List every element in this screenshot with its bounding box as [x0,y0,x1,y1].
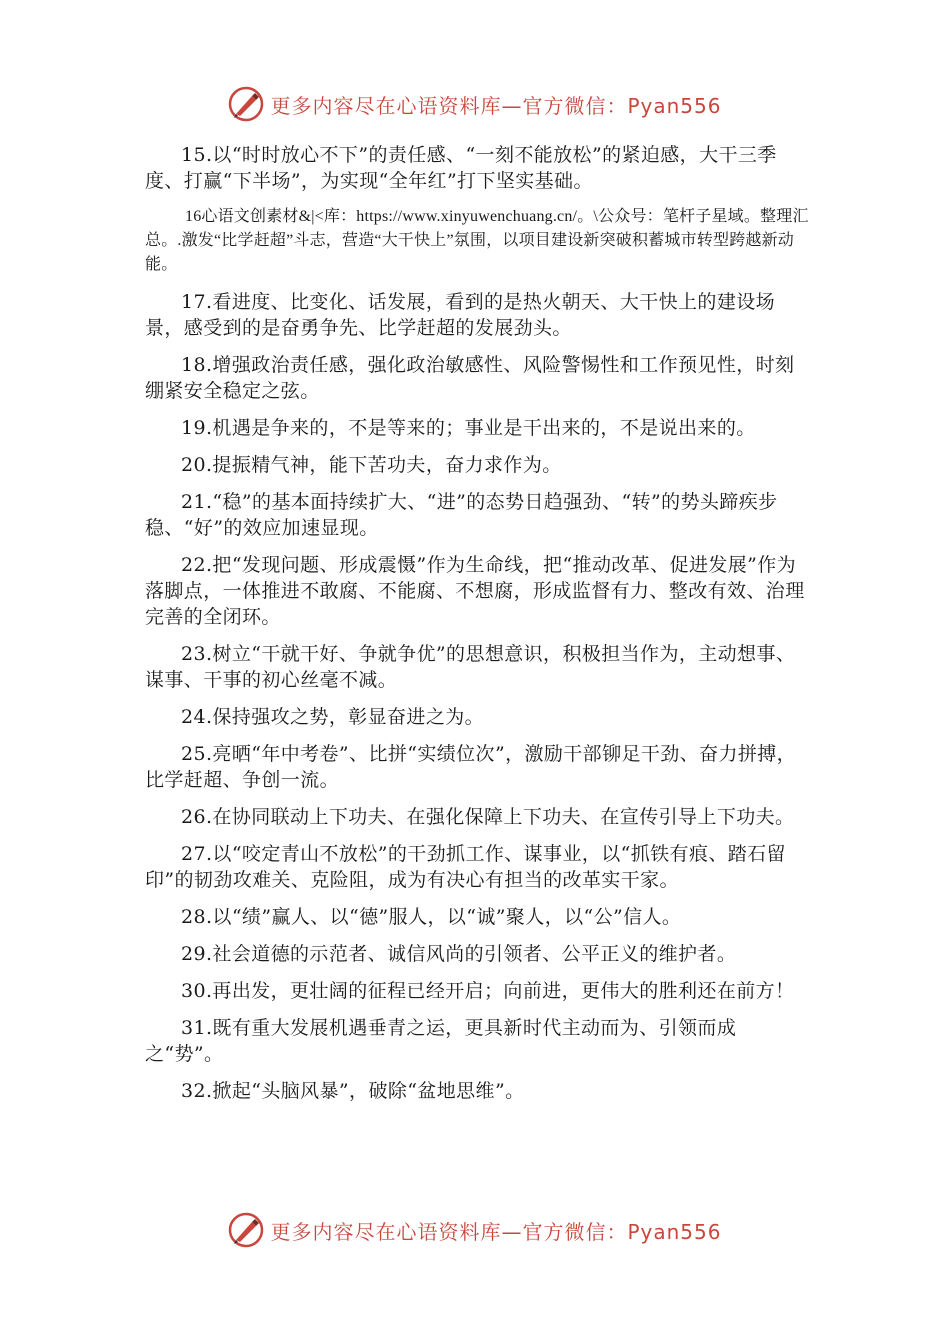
paragraph-23: 23.树立“干就干好、争就争优”的思想意识，积极担当作为，主动想事、谋事、干事的初心丝毫不减。 [145,643,796,691]
paragraph-27: 27.以“咬定青山不放松”的干劲抓工作、谋事业，以“抓铁有痕、踏石留印”的韧劲攻难关、克险阻，成为有决心有担当的改革实干家。 [145,843,786,891]
paragraph-19: 19.机遇是争来的，不是等来的；事业是干出来的，不是说出来的。 [181,417,756,439]
paragraph-21: 21.“稳”的基本面持续扩大、“进”的态势日趋强劲、“转”的势头蹄疾步稳、“好”的效应加速显现。 [145,491,778,539]
header-watermark [0,84,950,124]
paragraph-25: 25.亮晒“年中考卷”、比拼“实绩位次”，激励干部铆足干劲、奋力拼搏，比学赶超、争创一流。 [145,743,797,791]
header-watermark-text: 更多内容尽在心语资料库—官方微信：Pyan556 [270,93,722,118]
paragraph-20: 20.提振精气神，能下苦功夫，奋力求作为。 [181,454,562,476]
paragraph-31: 31.既有重大发展机遇垂青之运，更具新时代主动而为、引领而成之“势”。 [145,1017,737,1065]
paragraph-22: 22.把“发现问题、形成震慑”作为生命线，把“推动改革、促进发展”作为落脚点，一体推进不敢腐、不能腐、不想腐，形成监督有力、整改有效、治理完善的全闭环。 [145,554,805,628]
paragraph-24: 24.保持强攻之势，彰显奋进之为。 [181,706,485,728]
paragraph-30: 30.再出发，更壮阔的征程已经开启；向前进，更伟大的胜利还在前方！ [181,980,795,1002]
paragraph-15: 15.以“时时放心不下”的责任感、“一刻不能放松”的紧迫感，大干三季度、打赢“下半场”，为实现“全年红”打下坚实基础。 [145,144,777,192]
pen-logo-icon [228,86,264,122]
paragraph-28: 28.以“绩”赢人、以“德”服人，以“诚”聚人，以“公”信人。 [181,906,682,928]
footer-watermark [0,1210,950,1250]
paragraph-29: 29.社会道德的示范者、诚信风尚的引领者、公平正义的维护者。 [181,943,737,965]
paragraph-18: 18.增强政治责任感，强化政治敏感性、风险警惕性和工作预见性，时刻绷紧安全稳定之弦。 [145,354,795,402]
paragraph-17: 17.看进度、比变化、话发展，看到的是热火朝天、大干快上的建设场景，感受到的是奋勇争先、比学赶超的发展劲头。 [145,291,776,339]
paragraph-32: 32.掀起“头脑风暴”，破除“盆地思维”。 [181,1080,525,1102]
paragraph-26: 26.在协同联动上下功夫、在强化保障上下功夫、在宣传引导上下功夫。 [181,806,795,828]
document-body [145,142,810,1115]
pen-logo-icon [228,1212,264,1248]
paragraph-16: 16心语文创素材&|<库：https://www.xinyuwenchuang.cn/。\公众号：笔杆子星域。整理汇总。.激发“比学赶超”斗志，营造“大干快上”氛围，以项目建设新突破积蓄城市转型跨越新动能。 [145,208,809,273]
footer-watermark-text: 更多内容尽在心语资料库—官方微信：Pyan556 [270,1219,722,1244]
